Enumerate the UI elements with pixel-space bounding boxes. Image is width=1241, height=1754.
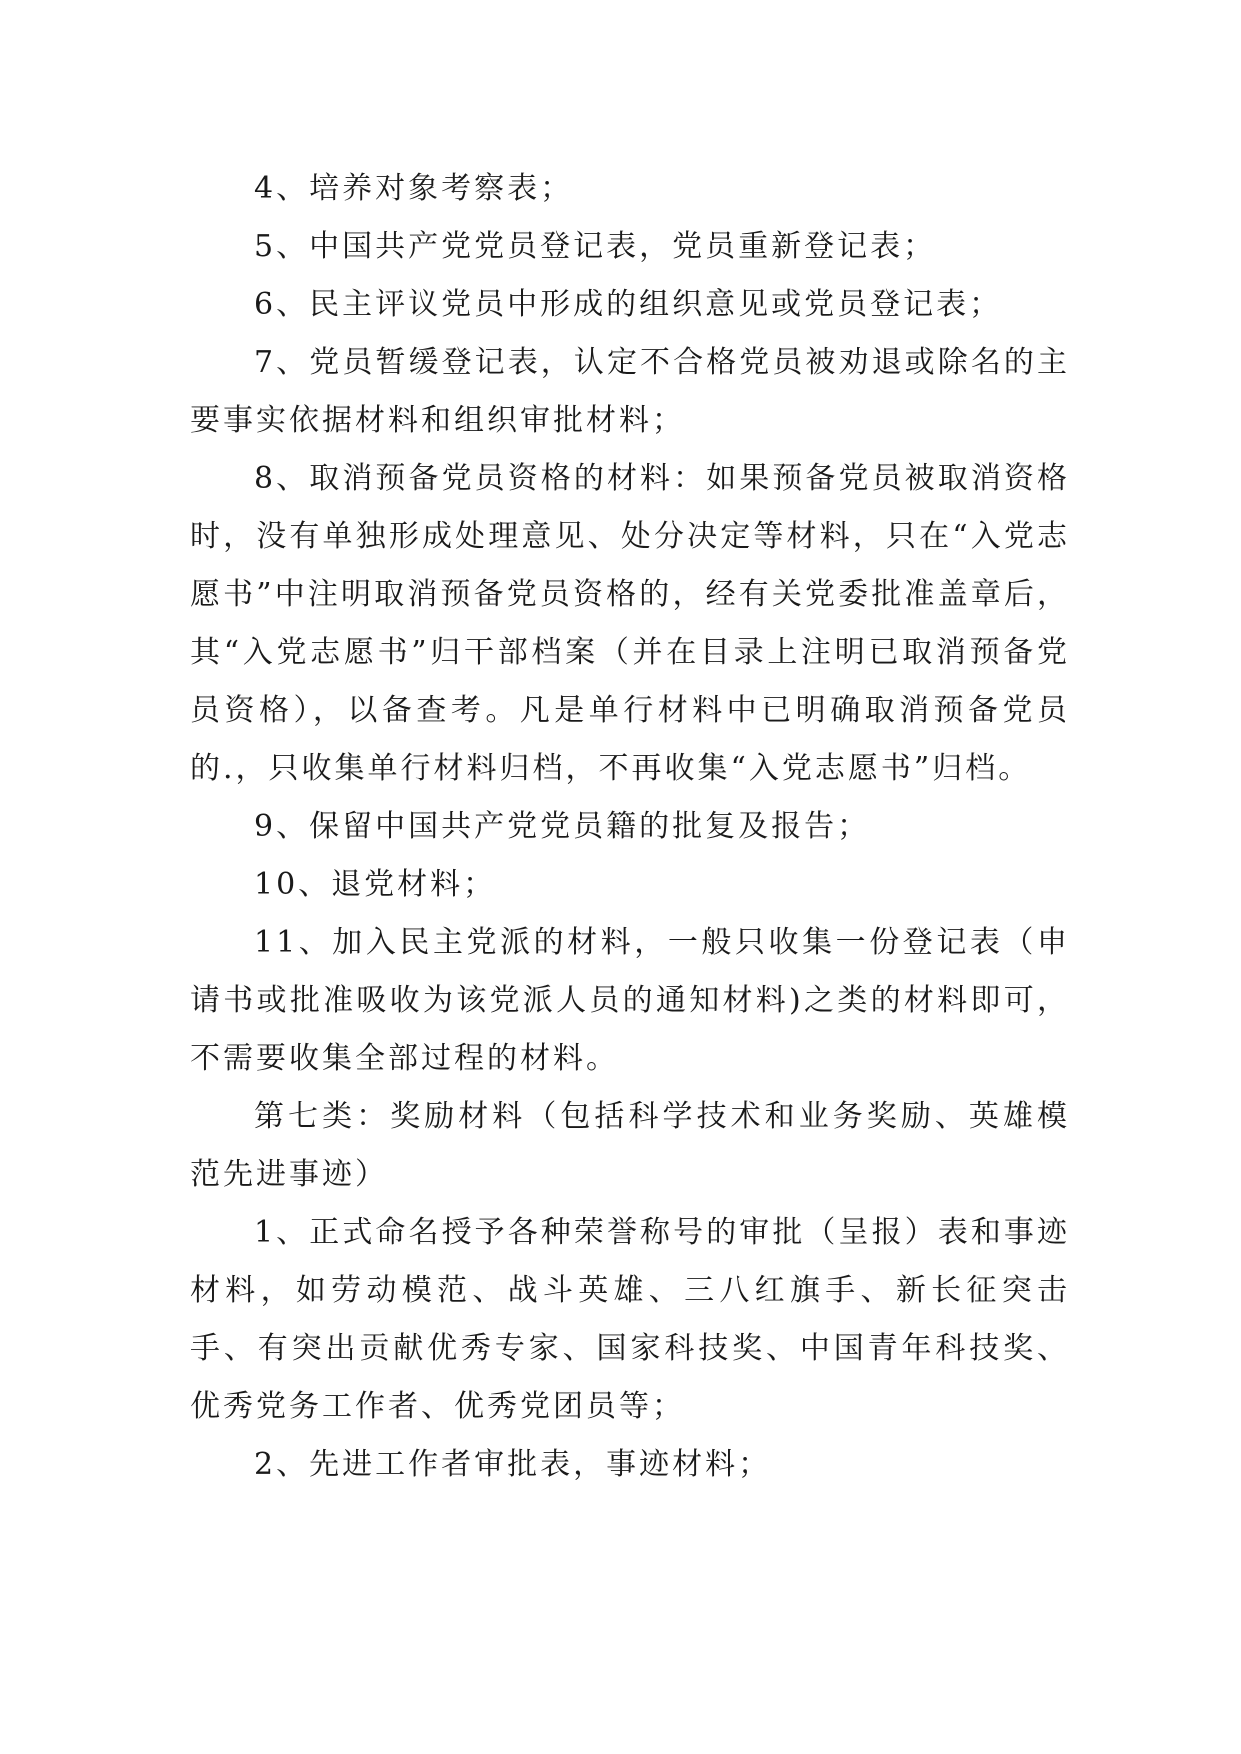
section-heading-category-7: 第七类：奖励材料（包括科学技术和业务奖励、英雄模范先进事迹） xyxy=(190,1099,1070,1192)
paragraph-item-9: 9、保留中国共产党党员籍的批复及报告； xyxy=(254,809,871,844)
paragraph-item-11: 11、加入民主党派的材料，一般只收集一份登记表（申请书或批准吸收为该党派人员的通知材料)之类的材料即可，不需要收集全部过程的材料。 xyxy=(190,925,1070,1076)
document-body xyxy=(190,160,1070,1494)
paragraph-award-item-1: 1、正式命名授予各种荣誉称号的审批（呈报）表和事迹材料，如劳动模范、战斗英雄、三八红旗手、新长征突击手、有突出贡献优秀专家、国家科技奖、中国青年科技奖、优秀党务工作者、优秀党团员等； xyxy=(190,1215,1070,1424)
paragraph-item-6: 6、民主评议党员中形成的组织意见或党员登记表； xyxy=(254,287,1003,322)
paragraph-item-7: 7、党员暂缓登记表，认定不合格党员被劝退或除名的主要事实依据材料和组织审批材料； xyxy=(190,345,1070,438)
paragraph-item-5: 5、中国共产党党员登记表，党员重新登记表； xyxy=(254,229,937,264)
paragraph-item-10: 10、退党材料； xyxy=(254,867,497,902)
paragraph-item-4: 4、培养对象考察表； xyxy=(254,171,574,206)
paragraph-award-item-2: 2、先进工作者审批表，事迹材料； xyxy=(254,1447,772,1482)
paragraph-item-8: 8、取消预备党员资格的材料：如果预备党员被取消资格时，没有单独形成处理意见、处分决定等材料，只在“入党志愿书”中注明取消预备党员资格的，经有关党委批准盖章后，其“入党志愿书”归干部档案（并在目录上注明已取消预备党员资格），以备查考。凡是单行材料中已明确取消预备党员的.，只收集单行材料归档，不再收集“入党志愿书”归档。 xyxy=(190,461,1070,786)
